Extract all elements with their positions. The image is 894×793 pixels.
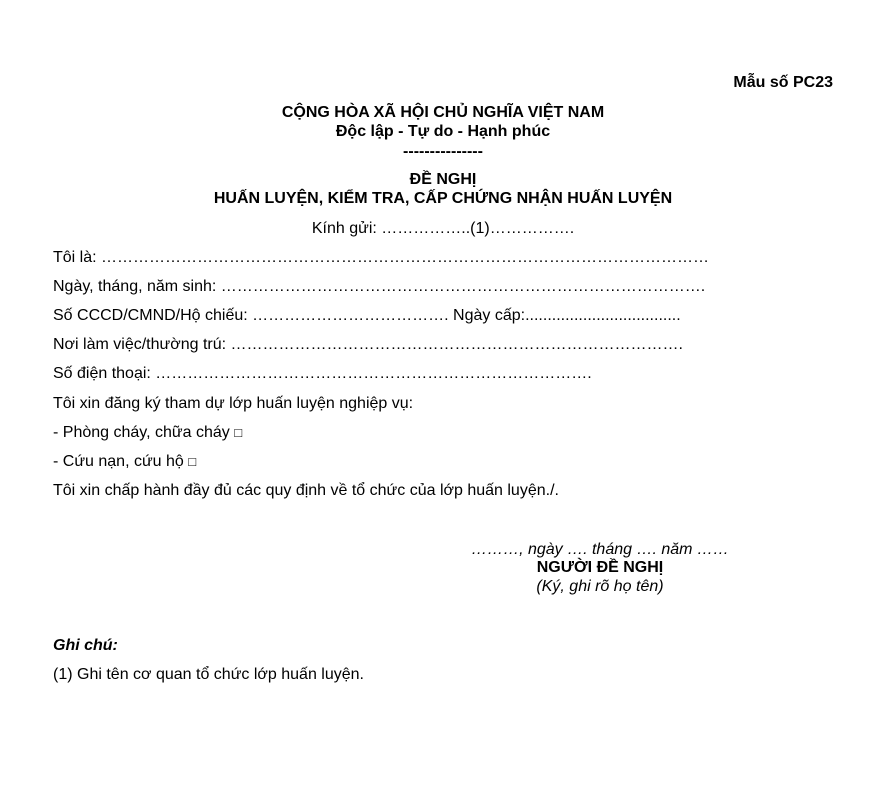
id-card-field: Số CCCD/CMND/Hộ chiếu: ………………………………. Ngày cấp:................................... [53,307,681,324]
commitment-line: Tôi xin chấp hành đầy đủ các quy định về tổ chức của lớp huấn luyện./. [53,482,559,499]
option-fire-fighting [53,423,242,442]
rescue-checkbox[interactable]: □ [188,454,197,469]
form-code: Mẫu số PC23 [733,74,833,91]
signer-title: NGƯỜI ĐỀ NGHỊ [536,559,664,576]
option-fire-label: - Phòng cháy, chữa cháy [53,424,230,441]
signature-date-line: ………, ngày …. tháng …. năm …… [471,541,729,558]
option-rescue [53,452,196,471]
notes-heading: Ghi chú: [53,637,118,654]
heading-divider: --------------- [403,143,483,160]
address-field: Nơi làm việc/thường trú: …………………………………………………………………………. [53,336,683,353]
addressee-line: Kính gửi: ……………..(1)……………. [311,220,575,237]
register-intro: Tôi xin đăng ký tham dự lớp huấn luyện nghiệp vụ: [53,395,414,412]
document-title: ĐỀ NGHỊ [409,171,477,188]
note-item-1: (1) Ghi tên cơ quan tổ chức lớp huấn luyện. [53,666,364,683]
signer-note: (Ký, ghi rõ họ tên) [536,578,664,595]
document-subtitle: HUẤN LUYỆN, KIỂM TRA, CẤP CHỨNG NHẬN HUẤN LUYỆN [213,190,673,207]
national-motto: Độc lập - Tự do - Hạnh phúc [335,123,551,140]
option-rescue-label: - Cứu nạn, cứu hộ [53,453,184,470]
fire-checkbox[interactable]: □ [234,425,243,440]
phone-field: Số điện thoại: ………………………………………………………………………. [53,365,592,382]
dob-field: Ngày, tháng, năm sinh: ………………………………………………………………………………. [53,278,706,295]
name-field: Tôi là: …………………………………………………………………………………………………… [53,249,710,266]
national-heading: CỘNG HÒA XÃ HỘI CHỦ NGHĨA VIỆT NAM [281,104,605,121]
